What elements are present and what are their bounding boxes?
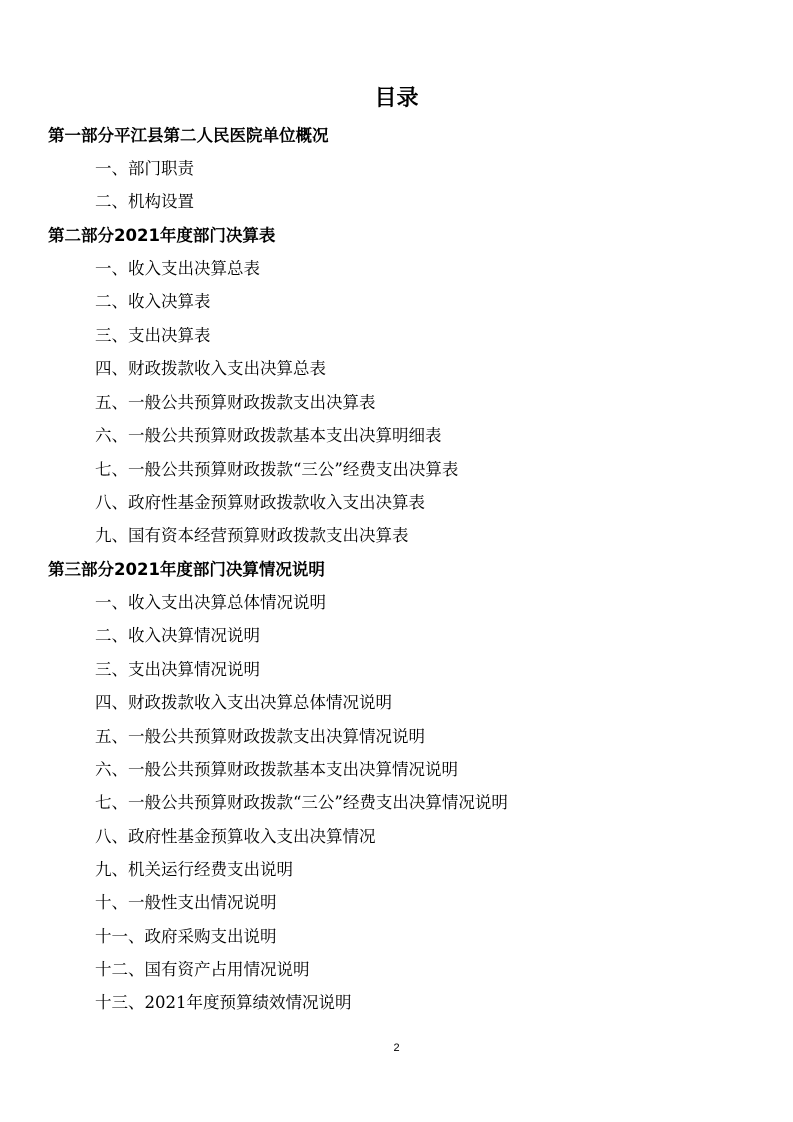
page-title: 目录 [374,86,419,111]
toc-item[interactable]: 四、财政拨款收入支出决算总体情况说明 [95,693,392,712]
page-number: 2 [393,1042,400,1054]
toc-item[interactable]: 六、一般公共预算财政拨款基本支出决算情况说明 [95,760,458,779]
toc-item[interactable]: 七、一般公共预算财政拨款“三公”经费支出决算表 [95,460,459,479]
toc-item[interactable]: 五、一般公共预算财政拨款支出决算表 [95,393,376,412]
toc-item[interactable]: 八、政府性基金预算收入支出决算情况 [95,827,376,846]
toc-part-heading[interactable]: 第二部分2021年度部门决算表 [48,226,276,245]
toc-item[interactable]: 六、一般公共预算财政拨款基本支出决算明细表 [95,426,442,445]
toc-item[interactable]: 十三、2021年度预算绩效情况说明 [95,993,352,1012]
toc-item[interactable]: 五、一般公共预算财政拨款支出决算情况说明 [95,727,425,746]
toc-item[interactable]: 二、机构设置 [95,192,194,211]
toc-part-heading[interactable]: 第三部分2021年度部门决算情况说明 [48,560,325,579]
toc-item[interactable]: 三、支出决算情况说明 [95,660,260,679]
toc-item[interactable]: 九、机关运行经费支出说明 [95,860,293,879]
toc-part-heading[interactable]: 第一部分平江县第二人民医院单位概况 [48,126,329,145]
toc-item[interactable]: 二、收入决算情况说明 [95,626,260,645]
toc-item[interactable]: 一、部门职责 [95,159,194,178]
toc-item[interactable]: 八、政府性基金预算财政拨款收入支出决算表 [95,493,425,512]
toc-item[interactable]: 三、支出决算表 [95,326,211,345]
toc-item[interactable]: 四、财政拨款收入支出决算总表 [95,359,326,378]
toc-item[interactable]: 七、一般公共预算财政拨款“三公”经费支出决算情况说明 [95,793,508,812]
toc-item[interactable]: 一、收入支出决算总表 [95,259,260,278]
toc-item[interactable]: 九、国有资本经营预算财政拨款支出决算表 [95,526,409,545]
toc-item[interactable]: 一、收入支出决算总体情况说明 [95,593,326,612]
toc-item[interactable]: 二、收入决算表 [95,292,211,311]
toc-item[interactable]: 十、一般性支出情况说明 [95,893,277,912]
toc-item[interactable]: 十一、政府采购支出说明 [95,927,277,946]
toc-item[interactable]: 十二、国有资产占用情况说明 [95,960,310,979]
